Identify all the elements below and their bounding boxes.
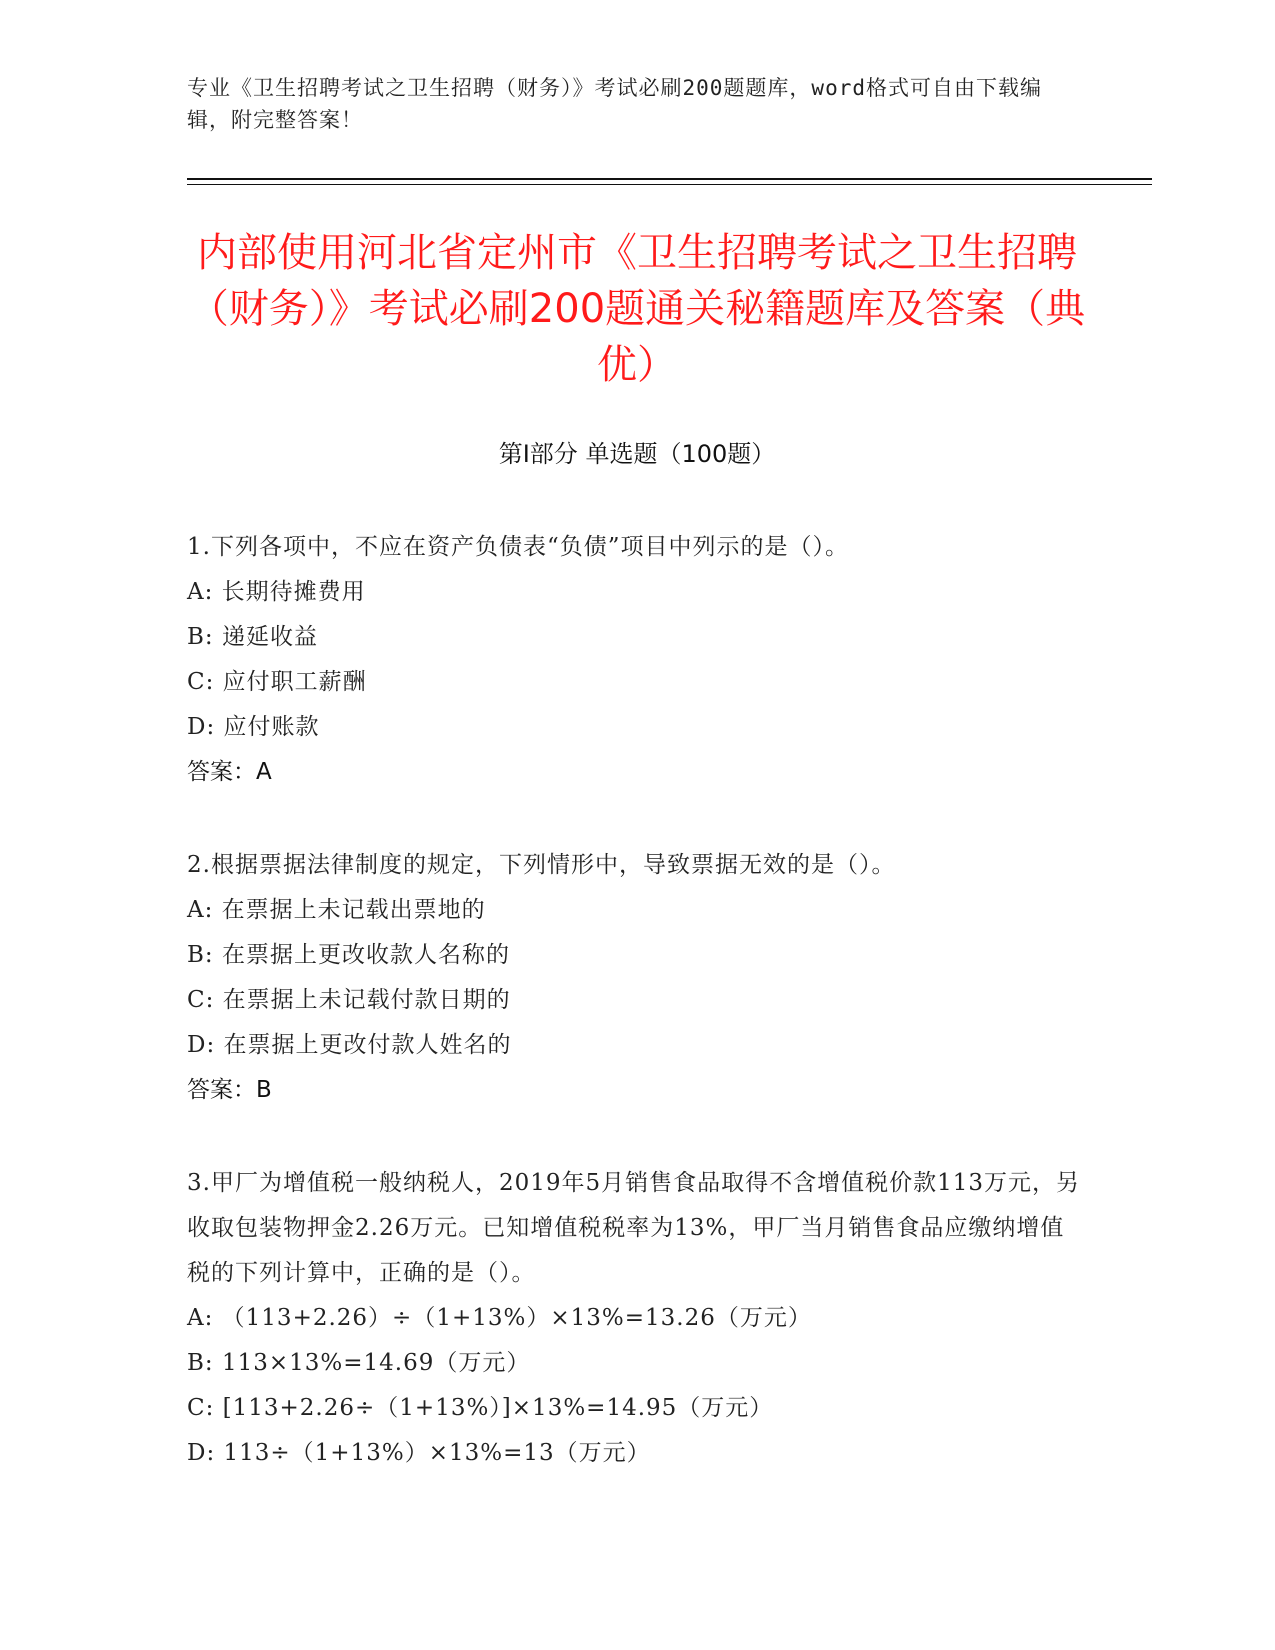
option-b: B: 113×13%=14.69（万元）: [187, 1350, 531, 1376]
option-d: D: 应付账款: [187, 714, 320, 740]
option-c: C: [113+2.26÷（1+13%）]×13%=14.95（万元）: [187, 1395, 774, 1421]
option-c: C: 应付职工薪酬: [187, 669, 367, 695]
question-2: [187, 843, 1087, 1113]
question-stem: 3.甲厂为增值税一般纳税人，2019年5月销售食品取得不含增值税价款113万元，另收取包装物押金2.26万元。已知增值税税率为13%，甲厂当月销售食品应缴纳增值税的下列计算中，正确的是（）。: [187, 1170, 1081, 1286]
question-stem: 1.下列各项中，不应在资产负债表“负债”项目中列示的是（）。: [187, 534, 849, 560]
option-b: B: 在票据上更改收款人名称的: [187, 942, 510, 968]
option-d: D: 113÷（1+13%）×13%=13（万元）: [187, 1440, 651, 1466]
option-c: C: 在票据上未记载付款日期的: [187, 987, 511, 1013]
document-title: 内部使用河北省定州市《卫生招聘考试之卫生招聘（财务）》考试必刷200题通关秘籍题库及答案（典优）: [188, 230, 1086, 388]
section-title: 第Ⅰ部分 单选题（100题）: [498, 440, 776, 468]
question-3: [187, 1161, 1087, 1476]
option-a: A: （113+2.26）÷（1+13%）×13%=13.26（万元）: [187, 1305, 812, 1331]
option-a: A: 在票据上未记载出票地的: [187, 897, 486, 923]
option-d: D: 在票据上更改付款人姓名的: [187, 1032, 512, 1058]
option-a: A: 长期待摊费用: [187, 579, 366, 605]
option-b: B: 递延收益: [187, 624, 318, 650]
question-stem: 2.根据票据法律制度的规定，下列情形中，导致票据无效的是（）。: [187, 852, 896, 878]
header-divider-thin: [187, 184, 1152, 185]
header-divider-thick: [187, 178, 1152, 180]
header-note: 专业《卫生招聘考试之卫生招聘（财务）》考试必刷200题题库，word格式可自由下载编辑，附完整答案！: [187, 76, 1042, 132]
answer-line: 答案：A: [187, 759, 272, 785]
question-1: [187, 525, 1087, 795]
answer-line: 答案：B: [187, 1077, 272, 1103]
